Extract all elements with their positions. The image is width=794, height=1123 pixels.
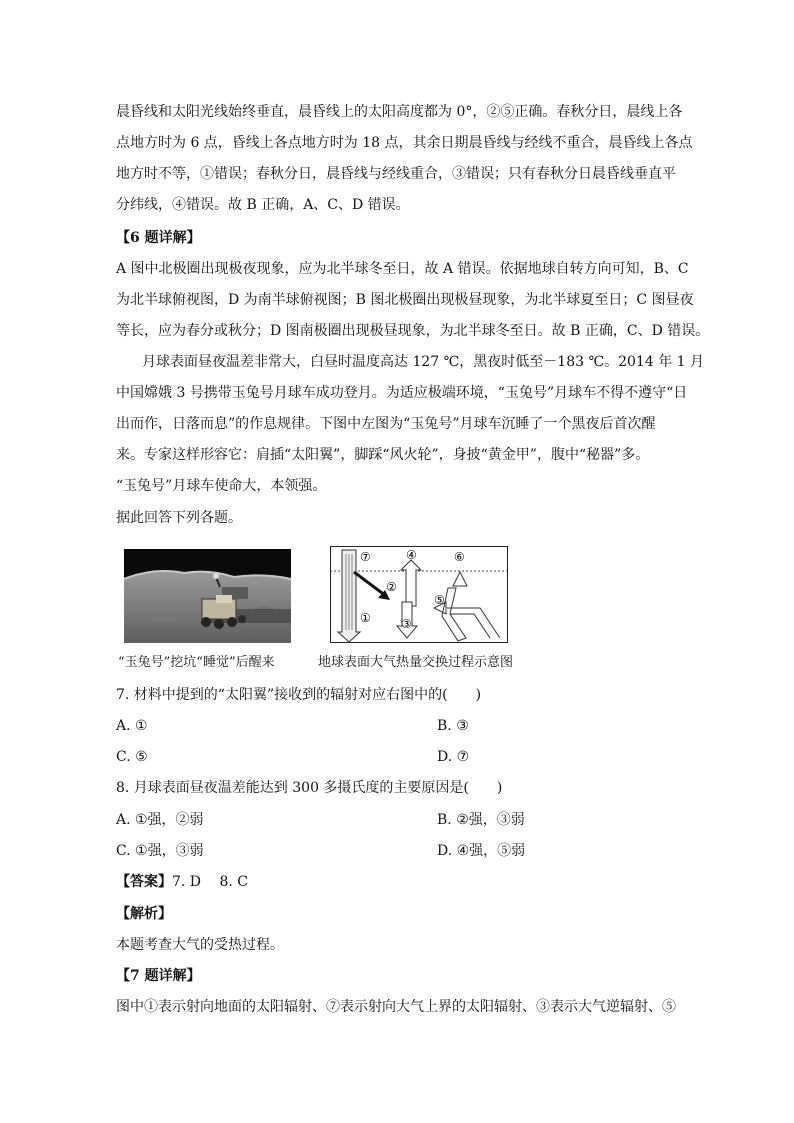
text-line: 为北半球俯视图，D 为南半球俯视图；B 图北极圈出现极昼现象，为北半球夏至日；C 图昼夜 [116, 292, 694, 308]
q8-option-c: C. ①强，③弱 [116, 843, 204, 859]
text-line: 来。专家这样形容它：肩插“太阳翼”，脚踩“风火轮”，身披“黄金甲”，腹中“秘器”多。 [116, 447, 650, 463]
text-line: 等长，应为春分或秋分；D 图南极圈出现极昼现象，为北半球冬至日。故 B 正确，C、D 错误。 [116, 323, 710, 339]
left-figure-caption: “玉兔号”挖坑“睡觉”后醒来 [118, 655, 275, 670]
analysis-text: 本题考查大气的受热过程。 [116, 937, 284, 953]
text-line: A 图中北极圈出现极夜现象，应为北半球冬至日，故 A 错误。依据地球自转方向可知，B、C [116, 261, 689, 277]
question-7-stem: 7. 材料中提到的“太阳翼”接收到的辐射对应右图中的( ) [116, 687, 482, 703]
q7-option-d: D. ⑦ [437, 749, 470, 765]
text-line: 地方时不等，①错误；春秋分日，晨昏线与经线重合，③错误；只有春秋分日晨昏线垂直平 [116, 166, 676, 182]
q7-option-c: C. ⑤ [116, 749, 148, 765]
answer-line [116, 872, 248, 892]
right-figure-caption: 地球表面大气热量交换过程示意图 [318, 655, 514, 670]
q7-option-a: A. ① [116, 718, 148, 734]
text-line: 出而作，日落而息”的作息规律。下图中左图为“玉兔号”月球车沉睡了一个黑夜后首次醒 [116, 416, 656, 432]
diagram-label: ④ [406, 548, 417, 562]
diagram-label: ⑦ [360, 550, 371, 564]
text-line: 图中①表示射向地面的太阳辐射、⑦表示射向大气上界的太阳辐射、③表示大气逆辐射、⑤ [116, 999, 676, 1015]
diagram-label: ③ [401, 617, 412, 631]
answer-label: 【答案】 [116, 874, 172, 890]
heading-q7-detail: 【7 题详解】 [116, 968, 201, 984]
answer-text: 7. D 8. C [172, 874, 249, 890]
heading-q6-detail: 【6 题详解】 [116, 230, 201, 246]
q7-option-b: B. ③ [437, 718, 469, 734]
text-line: “玉兔号”月球车使命大，本领强。 [116, 478, 327, 494]
diagram-label: ① [360, 611, 371, 625]
q8-option-b: B. ②强，③弱 [437, 812, 525, 828]
text-line: 点地方时为 6 点，昏线上各点地方时为 18 点，其余日期晨昏线与经线不重合，晨昏线上各点 [116, 135, 693, 151]
diagram-label: ② [386, 580, 397, 594]
q8-option-a: A. ①强，②弱 [116, 812, 204, 828]
diagram-label: ⑤ [434, 593, 445, 607]
text-line: 分纬线，④错误。故 B 正确，A、C、D 错误。 [116, 197, 410, 213]
question-8-stem: 8. 月球表面昼夜温差能达到 300 多摄氏度的主要原因是( ) [116, 780, 503, 796]
diagram-label: ⑥ [454, 550, 465, 564]
heat-exchange-diagram [330, 546, 508, 643]
prompt-line: 据此回答下列各题。 [116, 510, 242, 526]
analysis-label: 【解析】 [116, 906, 172, 922]
text-line: 晨昏线和太阳光线始终垂直，晨昏线上的太阳高度都为 0°，②⑤正确。春秋分日，晨线上各 [116, 104, 683, 120]
text-line: 月球表面昼夜温差非常大，白昼时温度高达 127 ℃，黑夜时低至－183 ℃。2014 年 1 月 [142, 354, 705, 370]
text-line: 中国嫦娥 3 号携带玉兔号月球车成功登月。为适应极端环境，“玉兔号”月球车不得不遵守“日 [116, 385, 688, 401]
lunar-rover-photo [124, 549, 291, 643]
q8-option-d: D. ④强，⑤弱 [437, 843, 526, 859]
